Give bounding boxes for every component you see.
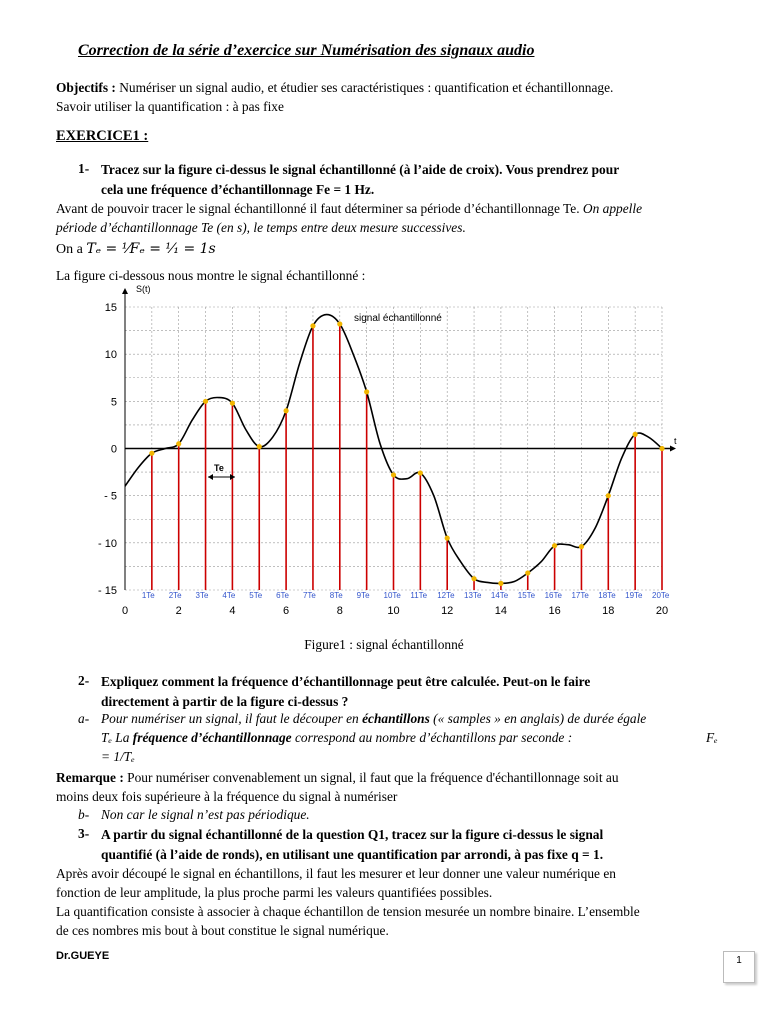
x-tick-label: 10 xyxy=(387,605,400,617)
question-3-line2: quantifié (à l’aide de ronds), en utilisant une quantification par arrondi, à pas fixe q = 1. xyxy=(101,847,604,862)
answer-b-text: Non car le signal n’est pas périodique. xyxy=(101,807,310,822)
paragraph-te-normal: Avant de pouvoir tracer le signal échantillonné il faut déterminer sa période d’échantillonnage Te. xyxy=(56,201,583,216)
x-tick-label: 4 xyxy=(229,605,236,617)
answer-a-line2-start: Tₑ La xyxy=(101,730,133,745)
quantification-line2: fonction de leur amplitude, la plus proche parmi les valeurs quantifiées possibles. xyxy=(56,885,493,900)
y-tick-label: 5 xyxy=(110,396,117,409)
y-axis-label: S(t) xyxy=(136,284,151,294)
sample-point xyxy=(203,399,208,404)
x-tick-label: 0 xyxy=(121,605,129,617)
question-2-number: 2- xyxy=(78,673,90,688)
question-1-line1: Tracez sur la figure ci-dessus le signal échantillonné (à l’aide de croix). Vous prendrez pour xyxy=(101,162,620,177)
sample-point xyxy=(257,444,262,449)
x-axis-label: t xyxy=(674,436,677,446)
sample-label: 5Te xyxy=(249,591,263,600)
sample-point xyxy=(310,323,315,328)
answer-a-marker: a- xyxy=(78,711,90,726)
y-tick-label: 15 xyxy=(104,302,117,314)
sample-label: 19Te xyxy=(625,591,643,600)
sample-stems xyxy=(152,324,662,590)
sample-label: 15Te xyxy=(517,591,536,600)
quantification-line3: La quantification consiste à associer à chaque échantillon de tension mesurée un nombre binaire. L’ensemble xyxy=(56,904,640,919)
answer-a-part1: Pour numériser un signal, il faut le découper en xyxy=(101,711,363,726)
objectives-text: Numériser un signal audio, et étudier ses caractéristiques : quantification et échantillonnage. xyxy=(115,80,614,95)
chart-tick-labels xyxy=(98,302,668,617)
paragraph-te-line1 xyxy=(56,199,642,218)
sample-point xyxy=(606,493,611,498)
sample-point xyxy=(230,401,235,406)
y-tick-label: 0 xyxy=(110,443,117,456)
question-2-line2: directement à partir de la figure ci-dessus ? xyxy=(101,694,349,709)
answer-a-line2 xyxy=(101,730,572,746)
sample-point xyxy=(391,472,396,477)
quantification-line4: de ces nombres mis bout à bout constitue le signal numérique. xyxy=(56,923,389,938)
y-tick-label: - 15 xyxy=(98,585,117,597)
quantification-line1: Après avoir découpé le signal en échantillons, il faut les mesurer et leur donner une valeur numérique en xyxy=(56,866,616,881)
x-tick-label: 6 xyxy=(283,605,290,617)
objectives-line1 xyxy=(56,78,613,97)
answer-a-line2-end: correspond au nombre d’échantillons par seconde : xyxy=(291,730,573,745)
sample-point xyxy=(471,576,476,581)
figure-caption: Figure1 : signal échantillonné xyxy=(304,637,464,652)
sample-labels xyxy=(142,591,670,600)
sample-label: 3Te xyxy=(195,591,209,600)
sample-label: 14Te xyxy=(490,591,509,600)
sample-label: 13Te xyxy=(464,591,482,600)
question-2-line1: Expliquez comment la fréquence d’échantillonnage peut être calculée. Peut-on le faire xyxy=(101,674,591,689)
figure-intro: La figure ci-dessous nous montre le signal échantillonné : xyxy=(56,268,366,283)
formula-expression: Tₑ = ¹⁄Fₑ = ¹⁄₁ = 1s xyxy=(86,241,216,257)
chart-title: signal échantillonné xyxy=(354,313,442,324)
y-tick-label: 10 xyxy=(104,349,117,362)
sample-label: 20Te xyxy=(652,591,670,600)
question-1-line2: cela une fréquence d’échantillonnage Fe = 1 Hz. xyxy=(101,182,375,197)
sample-points xyxy=(149,321,664,586)
sample-point xyxy=(633,432,638,437)
answer-b-marker: b- xyxy=(78,807,90,822)
x-tick-label: 14 xyxy=(494,605,508,617)
answer-a-line1 xyxy=(101,711,646,727)
sample-point xyxy=(284,408,289,413)
question-3-line1: A partir du signal échantillonné de la question Q1, tracez sur la figure ci-dessus le signal xyxy=(101,827,604,842)
sample-label: 1Te xyxy=(141,591,155,600)
y-tick-label: - 5 xyxy=(104,490,117,503)
y-axis-arrow xyxy=(122,288,128,294)
x-tick-label: 18 xyxy=(602,605,615,617)
footer-author: Dr.GUEYE xyxy=(56,950,110,962)
document-title: Correction de la série d’exercice sur Numérisation des signaux audio xyxy=(78,42,535,59)
x-axis-arrow xyxy=(670,446,676,452)
x-tick-label: 8 xyxy=(336,605,343,617)
question-1-number: 1- xyxy=(78,161,90,176)
x-tick-label: 20 xyxy=(655,605,669,617)
sample-label: 16Te xyxy=(544,591,562,600)
sample-label: 11Te xyxy=(410,591,428,600)
te-label: Te xyxy=(214,463,224,473)
question-3-number: 3- xyxy=(78,826,90,841)
paragraph-te-line2: période d’échantillonnage Te (en s), le temps entre deux mesure successives. xyxy=(56,220,466,235)
objectives-label: Objectifs : xyxy=(56,80,116,95)
sample-label: 4Te xyxy=(222,591,236,600)
sample-point xyxy=(337,321,342,326)
sample-label: 10Te xyxy=(383,591,401,600)
sample-label: 9Te xyxy=(356,591,370,600)
sample-label: 6Te xyxy=(276,591,290,600)
answer-a-bold1: échantillons xyxy=(362,711,430,726)
te-annotation xyxy=(208,463,235,480)
sample-point xyxy=(579,544,584,549)
remark-text: Pour numériser convenablement un signal, il faut que la fréquence d'échantillonnage soit au xyxy=(123,770,619,785)
x-tick-label: 2 xyxy=(175,605,182,617)
answer-a-part2: (« samples » en anglais) de durée égale xyxy=(429,711,647,726)
sample-point xyxy=(364,389,369,394)
objectives-line2: Savoir utiliser la quantification : à pas fixe xyxy=(56,99,284,114)
question-2-text xyxy=(101,672,723,712)
answer-a-line3: = 1/Tₑ xyxy=(101,749,135,764)
sample-point xyxy=(445,536,450,541)
remark-line1 xyxy=(56,768,619,787)
formula-prefix: On a xyxy=(56,242,83,257)
sample-label: 18Te xyxy=(598,591,616,600)
sample-label: 7Te xyxy=(302,591,316,600)
sample-label: 17Te xyxy=(571,591,589,600)
x-tick-label: 16 xyxy=(548,605,561,617)
sample-label: 2Te xyxy=(168,591,182,600)
exercise-heading: EXERCICE1 : xyxy=(56,128,149,144)
x-tick-label: 12 xyxy=(441,605,454,617)
remark-line2: moins deux fois supérieure à la fréquence du signal à numériser xyxy=(56,789,398,804)
sample-point xyxy=(176,441,181,446)
sample-point xyxy=(659,446,664,451)
sample-point xyxy=(418,470,423,475)
formula-te xyxy=(56,240,216,259)
answer-a-fe: Fₑ xyxy=(706,730,718,745)
question-1-text xyxy=(101,160,723,200)
answer-a-bold2: fréquence d’échantillonnage xyxy=(132,730,292,745)
question-3-text xyxy=(101,825,723,865)
paragraph-te-italic: On appelle xyxy=(582,201,643,216)
sample-point xyxy=(525,570,530,575)
page-number: 1 xyxy=(723,951,755,983)
sample-label: 12Te xyxy=(437,591,455,600)
sample-label: 8Te xyxy=(329,591,343,600)
y-tick-label: - 10 xyxy=(98,537,117,550)
sample-point xyxy=(552,543,557,548)
sample-point xyxy=(149,451,154,456)
remark-label: Remarque : xyxy=(56,770,124,785)
sample-point xyxy=(498,581,503,586)
sampled-signal-chart xyxy=(70,280,690,620)
